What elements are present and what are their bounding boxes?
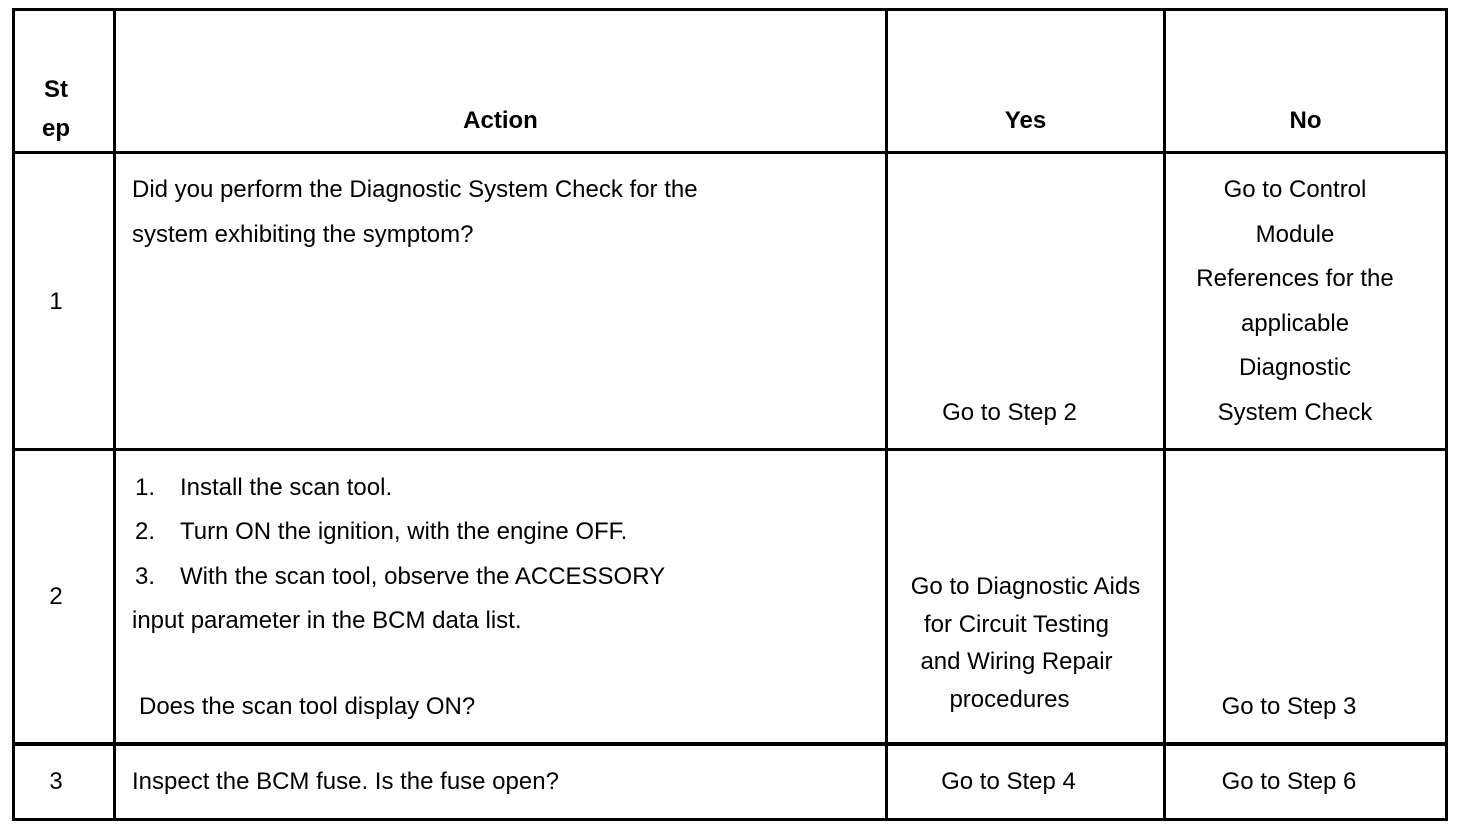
row2-action-continuation: input parameter in the BCM data list. [132,607,522,634]
row2-action-item3-num: 3. [135,563,156,590]
header-step-line1: St [44,76,68,103]
row2-yes-line1: Go to Diagnostic Aids [910,573,1141,600]
row2-action-item2 [135,520,627,544]
header-no: No [1289,107,1322,134]
row2-yes [888,568,1163,718]
row3-yes: Go to Step 4 [941,768,1076,795]
row1-no-line1: Go to Control [1223,176,1367,203]
row1-action-line1: Did you perform the Diagnostic System Check for the [132,176,698,203]
row1-no-line6: System Check [1217,398,1373,426]
row2-action-item3-text: With the scan tool, observe the ACCESSORY [180,563,666,590]
row1-no-line3: References for the [1196,265,1394,293]
rule-left [12,8,15,821]
rule-row1-bottom [12,448,1448,451]
rule-top [12,8,1448,11]
rule-header-bottom [12,151,1448,154]
row2-action-item2-text: Turn ON the ignition, with the engine OFF. [180,518,628,545]
row2-action-item3 [135,565,665,589]
rule-right [1445,8,1448,821]
row1-no-line5: Diagnostic [1238,354,1352,382]
header-yes: Yes [1004,107,1047,134]
header-step [16,70,96,148]
row3-no: Go to Step 6 [1221,768,1357,795]
header-action: Action [463,107,538,134]
row2-action-question: Does the scan tool display ON? [139,693,476,720]
row1-action [132,178,698,247]
row3-step: 3 [49,768,63,795]
row1-action-line2: system exhibiting the symptom? [132,221,474,248]
header-step-line2: ep [41,115,70,142]
row1-yes: Go to Step 2 [942,399,1077,426]
row2-action-item1 [135,476,392,500]
row2-yes-line2: for Circuit Testing [924,610,1109,638]
row2-no: Go to Step 3 [1221,693,1357,720]
row2-step: 2 [49,583,63,610]
row1-no-line4: applicable [1240,309,1350,337]
row2-action-item2-num: 2. [135,518,156,545]
row1-no [1160,178,1430,425]
row1-step: 1 [49,288,63,315]
row2-action-item1-num: 1. [135,474,156,501]
row2-action-item1-text: Install the scan tool. [180,474,393,501]
row3-action: Inspect the BCM fuse. Is the fuse open? [132,768,559,795]
row2-yes-line4: procedures [949,685,1070,713]
row2-yes-line3: and Wiring Repair [920,648,1113,675]
rule-row2-bottom [12,742,1448,746]
row1-no-line2: Module [1255,220,1335,248]
rule-bottom [12,818,1448,821]
